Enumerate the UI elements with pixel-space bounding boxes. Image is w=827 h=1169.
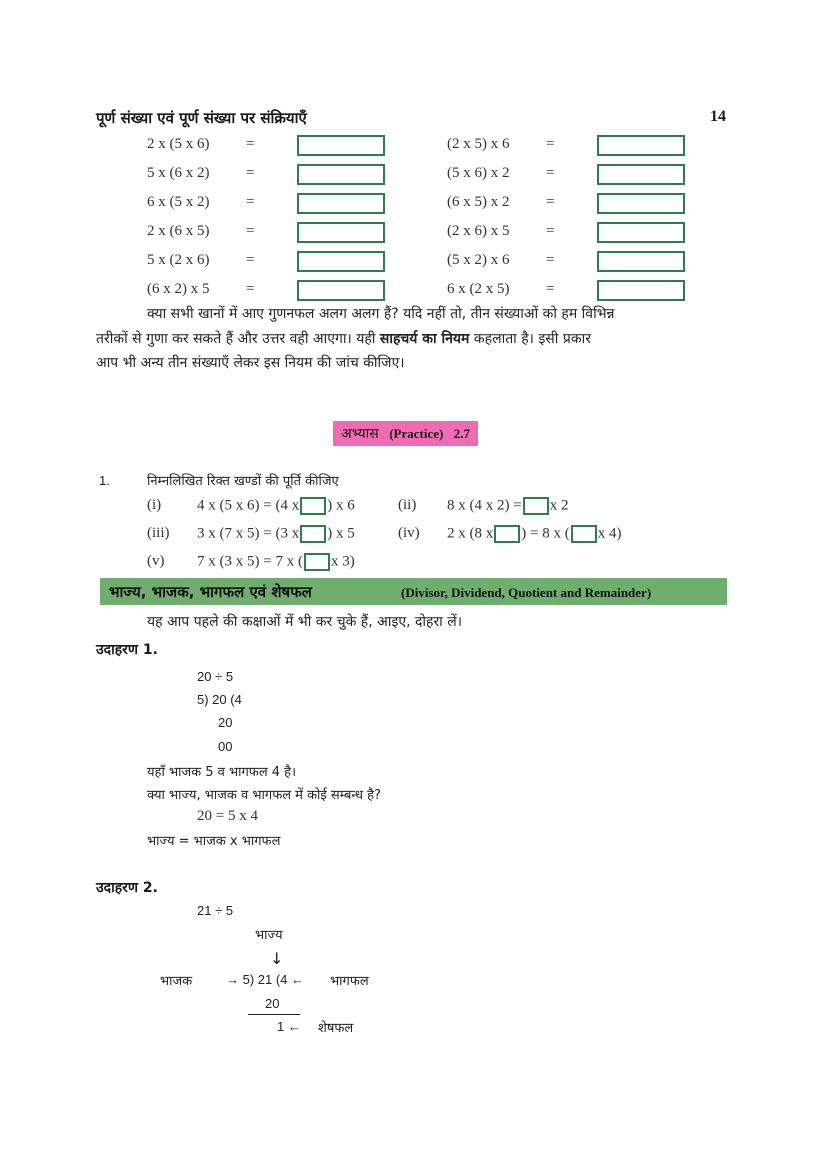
answer-box[interactable] [597,193,685,214]
section-title-en: (Divisor, Dividend, Quotient and Remainder) [401,585,652,600]
equals-sign: = [546,194,555,210]
question-number: 1. [99,473,110,488]
blank-box[interactable] [571,525,597,543]
associative-law-term: साहचर्य का नियम [379,331,470,347]
blank-box[interactable] [304,553,330,571]
quotient-label: भागफल [330,974,369,989]
example-2-remainder: 1 ← [277,1019,301,1034]
answer-box[interactable] [597,280,685,301]
expr-left-2: 5 x (6 x 2) [147,165,210,181]
exercise-item-iii [197,525,355,543]
expr-left-5: 5 x (2 x 6) [147,252,210,268]
example-1-equation: 20 = 5 x 4 [197,808,258,824]
section-intro: यह आप पहले की कक्षाओं में भी कर चुके हैं, आइए, दोहरा लें। [147,614,463,630]
item-label-i: (i) [147,497,162,513]
page-number: 14 [710,108,726,125]
example-2-subtract: 20 [265,996,280,1011]
expr-right-5: (5 x 2) x 6 [447,252,510,268]
equals-sign: = [246,136,255,152]
expr-text: ) x 6 [327,497,355,514]
answer-box[interactable] [597,135,685,156]
answer-box[interactable] [297,280,385,301]
equals-sign: = [246,281,255,297]
answer-box[interactable] [597,222,685,243]
equals-sign: = [246,165,255,181]
example-1-text-1: यहाँ भाजक 5 व भागफल 4 है। [147,765,297,780]
section-title-hi: भाज्य, भाजक, भागफल एवं शेषफल [109,583,312,601]
equals-sign: = [546,223,555,239]
subtraction-line [248,1014,300,1015]
practice-number: 2.7 [453,426,471,441]
expr-left-4: 2 x (6 x 5) [147,223,210,239]
practice-badge [333,421,478,446]
practice-label-en: (Practice) [389,426,444,441]
equals-sign: = [246,252,255,268]
example-1-subtract: 20 [218,715,233,730]
blank-box[interactable] [300,497,326,515]
answer-box[interactable] [297,164,385,185]
down-arrow-icon: ↓ [270,949,284,968]
answer-box[interactable] [297,193,385,214]
expr-text: 3 x (7 x 5) = (3 x [197,525,300,542]
paragraph-text: तरीकों से गुणा कर सकते हैं और उत्तर वही आएगा। यही [96,331,380,347]
item-label-iii: (iii) [147,525,170,541]
equals-sign: = [546,252,555,268]
equals-sign: = [546,281,555,297]
question-text: निम्नलिखित रिक्त खण्डों की पूर्ति कीजिए [147,474,339,489]
expr-text: 7 x (3 x 5) = 7 x ( [197,553,303,570]
item-label-iv: (iv) [398,525,420,541]
item-label-v: (v) [147,553,165,569]
answer-box[interactable] [597,251,685,272]
example-1-heading: उदाहरण 1. [96,642,158,658]
blank-box[interactable] [494,525,520,543]
practice-label-hi: अभ्यास [341,426,379,442]
expr-text: ) x 5 [327,525,355,542]
expr-right-4: (2 x 6) x 5 [447,223,510,239]
divisor-label: भाजक [160,974,193,989]
answer-box[interactable] [297,135,385,156]
equals-sign: = [246,194,255,210]
expr-right-6: 6 x (2 x 5) [447,281,510,297]
dividend-label: भाज्य [255,928,283,943]
answer-box[interactable] [297,222,385,243]
expr-right-3: (6 x 5) x 2 [447,194,510,210]
remainder-label: शेषफल [318,1021,354,1036]
answer-box[interactable] [297,251,385,272]
example-2-division: → 5) 21 (4 ← [226,972,305,987]
example-2-expression: 21 ÷ 5 [197,903,234,918]
expr-left-3: 6 x (5 x 2) [147,194,210,210]
item-label-ii: (ii) [398,497,417,513]
expr-text: 2 x (8 x [447,525,494,542]
exercise-item-iv [447,525,621,543]
paragraph-line-1: क्या सभी खानों में आए गुणनफल अलग अलग हैं? यदि नहीं तो, तीन संख्याओं को हम विभिन्न [147,306,615,322]
expr-text: x 4) [597,525,622,542]
exercise-item-ii [447,497,568,515]
answer-box[interactable] [597,164,685,185]
section-header-bar [100,578,727,605]
blank-box[interactable] [300,525,326,543]
equals-sign: = [546,165,555,181]
paragraph-text: कहलाता है। इसी प्रकार [469,331,591,347]
example-1-expression: 20 ÷ 5 [197,669,234,684]
expr-left-6: (6 x 2) x 5 [147,281,210,297]
expr-text: ) = 8 x ( [521,525,570,542]
expr-text: x 2 [549,497,569,514]
equals-sign: = [546,136,555,152]
example-2-heading: उदाहरण 2. [96,880,158,896]
example-1-text-2: क्या भाज्य, भाजक व भागफल में कोई सम्बन्ध है? [147,788,381,803]
expr-text: 8 x (4 x 2) = [447,497,522,514]
equals-sign: = [246,223,255,239]
expr-left-1: 2 x (5 x 6) [147,136,210,152]
paragraph-line-3: आप भी अन्य तीन संख्याएँ लेकर इस नियम की जांच कीजिए। [96,355,405,371]
page-title: पूर्ण संख्या एवं पूर्ण संख्या पर संक्रियाएँ [96,109,307,127]
exercise-item-i [197,497,355,515]
paragraph-line-2 [96,327,591,351]
expr-right-2: (5 x 6) x 2 [447,165,510,181]
example-1-division: 5) 20 (4 [197,692,242,707]
exercise-item-v [197,553,355,571]
expr-text: 4 x (5 x 6) = (4 x [197,497,300,514]
expr-text: x 3) [330,553,355,570]
example-1-remainder: 00 [218,739,233,754]
example-1-rule: भाज्य = भाजक x भागफल [147,834,281,849]
blank-box[interactable] [523,497,549,515]
expr-right-1: (2 x 5) x 6 [447,136,510,152]
